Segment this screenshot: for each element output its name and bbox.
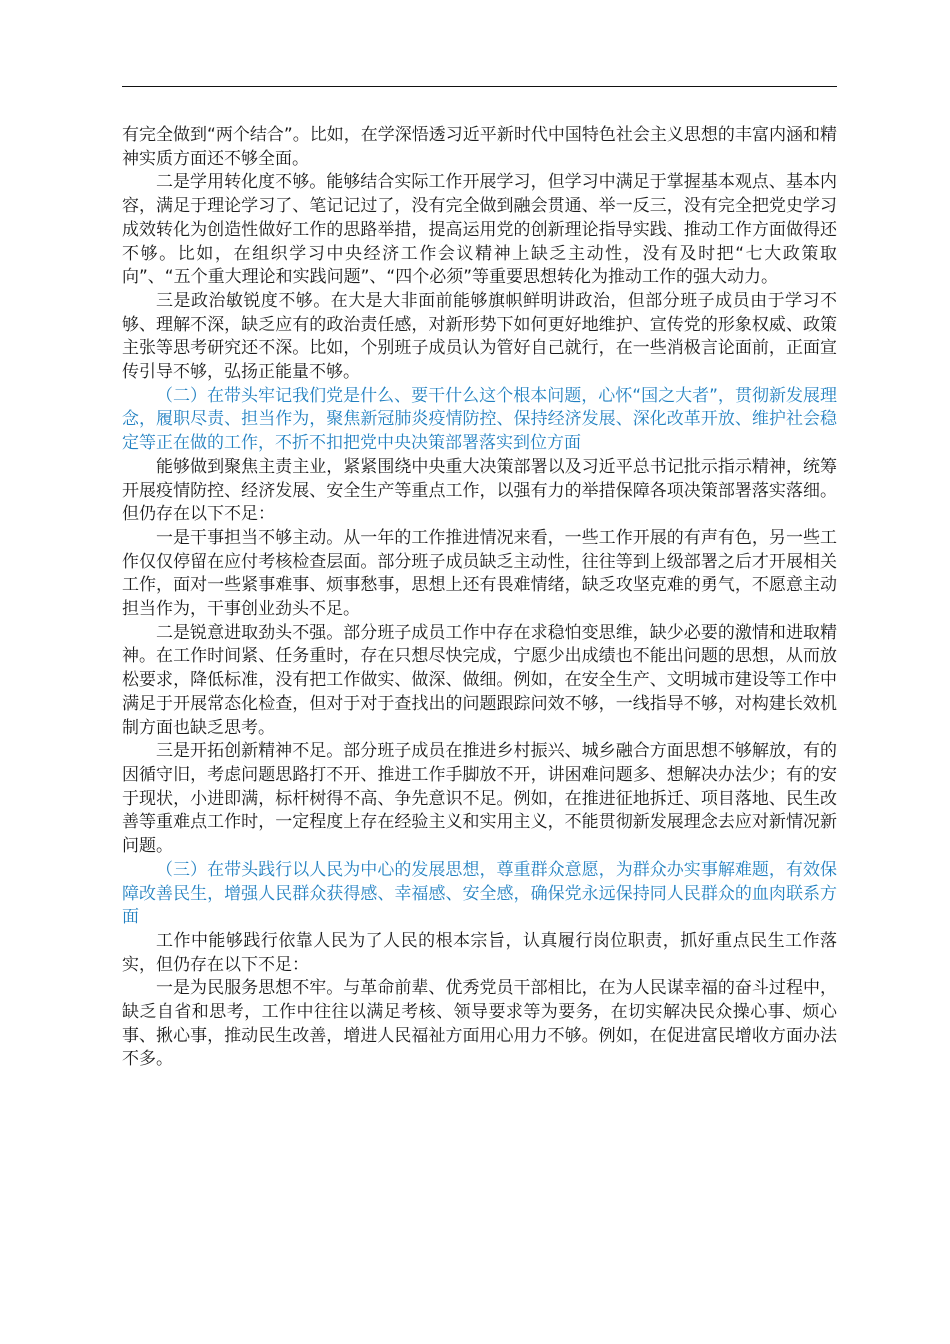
document-body <box>122 124 837 1072</box>
paragraph-study-conversion: 二是学用转化度不够。能够结合实际工作开展学习，但学习中满足于掌握基本观点、基本内容，满足于理论学习了、笔记记过了，没有完全做到融会贯通、举一反三，没有完全把党史学习成效转化为创造性做好工作的思路举措，提高运用党的创新理论指导实践、推动工作方面做得还不够。比如，在组织学习中央经济工作会议精神上缺乏主动性，没有及时把“七大政策取向”、“五个重大理论和实践问题”、“四个必须”等重要思想转化为推动工作的强大动力。 <box>122 172 837 288</box>
paragraph-initiative: 一是干事担当不够主动。从一年的工作推进情况来看，一些工作开展的有声有色，另一些工作仅仅停留在应付考核检查层面。部分班子成员缺乏主动性，往往等到上级部署之后才开展相关工作，面对一些紧事难事、烦事愁事，思想上还有畏难情绪，缺乏攻坚克难的勇气，不愿意主动担当作为，干事创业劲头不足。 <box>122 527 837 620</box>
paragraph-enterprising-spirit: 二是锐意进取劲头不强。部分班子成员工作中存在求稳怕变思维，缺少必要的激情和进取精神。在工作时间紧、任务重时，存在只想尽快完成，宁愿少出成绩也不能出问题的思想，从而放松要求，降低标准，没有把工作做实、做深、做细。例如，在安全生产、文明城市建设等工作中满足于开展常态化检查，但对于对于查找出的问题跟踪问效不够，一线指导不够，对构建长效机制方面也缺乏思考。 <box>122 622 837 738</box>
paragraph-innovation: 三是开拓创新精神不足。部分班子成员在推进乡村振兴、城乡融合方面思想不够解放，有的因循守旧，考虑问题思路打不开、推进工作手脚放不开，讲困难问题多、想解决办法少；有的安于现状，小进即满，标杆树得不高、争先意识不足。例如，在推进征地拆迁、项目落地、民生改善等重难点工作时，一定程度上存在经验主义和实用主义，不能贯彻新发展理念去应对新情况新问题。 <box>122 741 837 857</box>
paragraph-continuation: 有完全做到“两个结合”。比如，在学深悟透习近平新时代中国特色社会主义思想的丰富内涵和精神实质方面还不够全面。 <box>122 125 837 169</box>
section-heading-3: （三）在带头践行以人民为中心的发展思想，尊重群众意愿，为群众办实事解难题，有效保障改善民生，增强人民群众获得感、幸福感、安全感，确保党永远保持同人民群众的血肉联系方面 <box>122 859 837 928</box>
header-rule <box>122 86 837 87</box>
paragraph-section-2-intro: 能够做到聚焦主责主业，紧紧围绕中央重大决策部署以及习近平总书记批示指示精神，统筹开展疫情防控、经济发展、安全生产等重点工作，以强有力的举措保障各项决策部署落实落细。但仍存在以下不足： <box>122 456 837 525</box>
section-heading-2: （二）在带头牢记我们党是什么、要干什么这个根本问题，心怀“国之大者”，贯彻新发展理念，履职尽责、担当作为，聚焦新冠肺炎疫情防控、保持经济发展、深化改革开放、维护社会稳定等正在做的工作，不折不扣把党中央决策部署落实到位方面 <box>122 385 837 454</box>
paragraph-service-mindset: 一是为民服务思想不牢。与革命前辈、优秀党员干部相比，在为人民谋幸福的奋斗过程中，缺乏自省和思考，工作中往往以满足考核、领导要求等为要务，在切实解决民众操心事、烦心事、揪心事，推动民生改善，增进人民福祉方面用心用力不够。例如，在促进富民增收方面办法不多。 <box>122 978 837 1070</box>
paragraph-political-sensitivity: 三是政治敏锐度不够。在大是大非面前能够旗帜鲜明讲政治，但部分班子成员由于学习不够、理解不深，缺乏应有的政治责任感，对新形势下如何更好地维护、宣传党的形象权威、政策主张等思考研究还不深。比如，个别班子成员认为管好自己就行，在一些消极言论面前，正面宣传引导不够，弘扬正能量不够。 <box>122 290 837 383</box>
paragraph-section-3-intro: 工作中能够践行依靠人民为了人民的根本宗旨，认真履行岗位职责，抓好重点民生工作落实，但仍存在以下不足： <box>122 930 837 975</box>
